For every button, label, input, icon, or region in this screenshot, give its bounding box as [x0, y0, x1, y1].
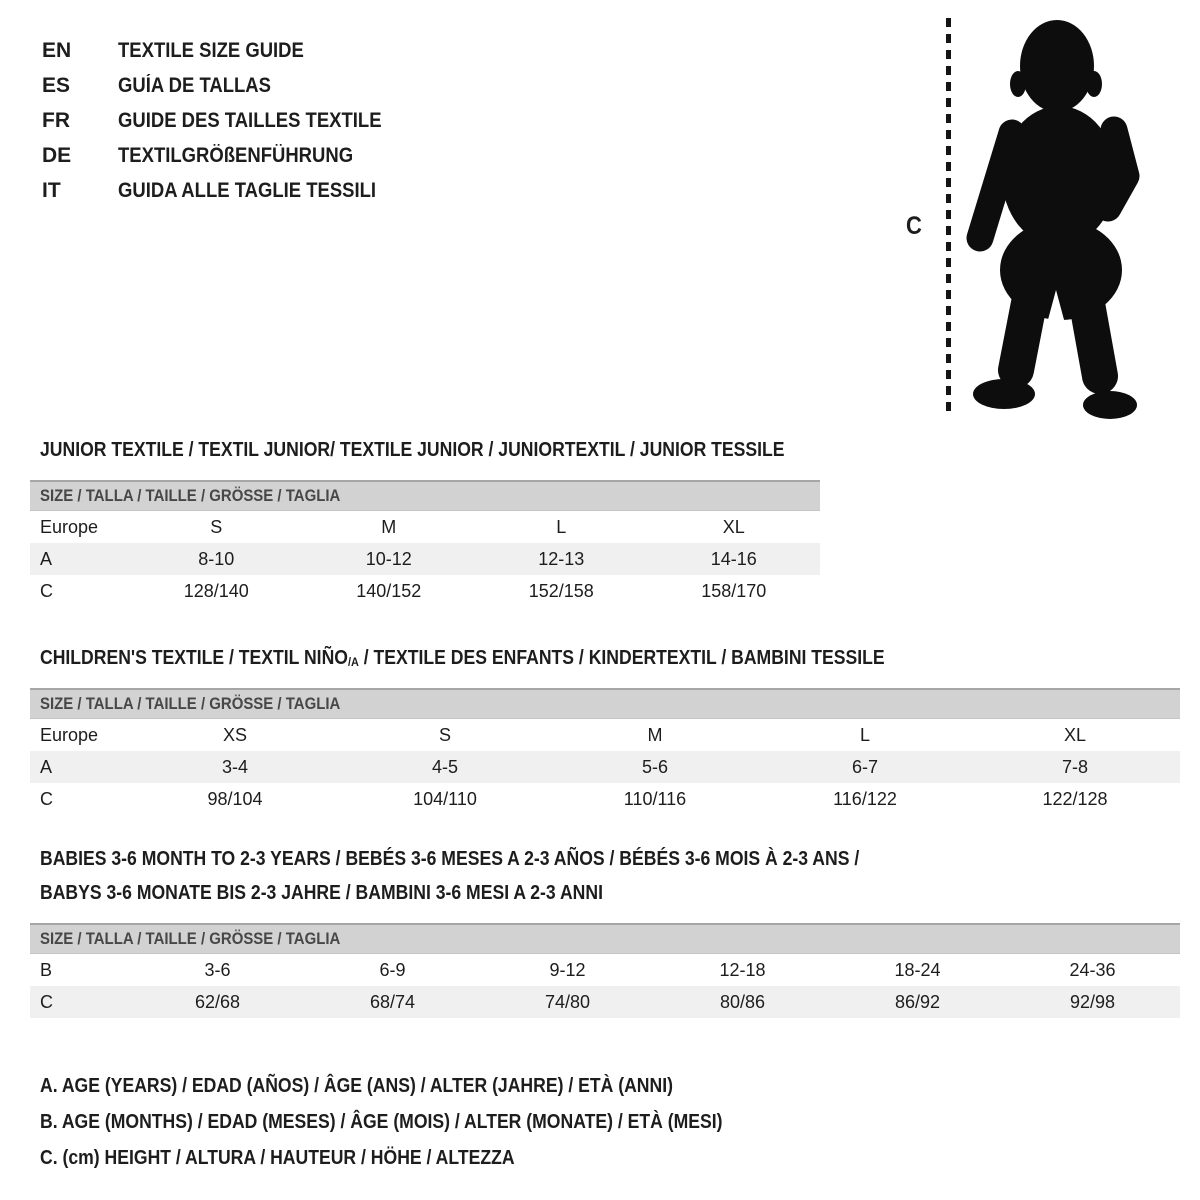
size-cell: 9-12: [549, 959, 586, 980]
toddler-silhouette-image: [958, 18, 1148, 420]
size-cell: 3-6: [204, 959, 231, 980]
table-header-row: [30, 924, 1180, 954]
junior-section-title: JUNIOR TEXTILE / TEXTIL JUNIOR/ TEXTILE JUNIOR / JUNIORTEXTIL / JUNIOR TESSILE: [40, 439, 785, 461]
language-code: FR: [42, 109, 70, 132]
size-cell: 122/128: [1042, 788, 1108, 809]
language-row: [42, 33, 417, 68]
language-title: TEXTILGRÖßENFÜHRUNG: [118, 144, 354, 167]
measurement-legend: [40, 1068, 816, 1176]
babies-size-table: [30, 923, 1180, 1018]
language-row: [42, 173, 417, 208]
size-cell: S: [438, 724, 451, 745]
children-section-title: CHILDREN'S TEXTILE / TEXTIL $NIÑO_{/A}$ / TEXTILE DES ENFANTS / KINDERTEXTIL / BAMBINI TESSILE: [40, 647, 885, 669]
size-cell: L: [859, 724, 870, 745]
language-title: GUÍA DE TALLAS: [118, 74, 271, 97]
size-cell: 116/122: [833, 788, 897, 809]
row-label: C: [30, 986, 130, 1018]
size-cell: XL: [722, 516, 745, 537]
language-row: [42, 103, 417, 138]
size-cell: 158/170: [701, 580, 767, 601]
size-cell: 7-8: [970, 751, 1180, 783]
size-cell: XS: [222, 724, 247, 745]
table-header-row: [30, 481, 820, 511]
row-label: B: [40, 959, 53, 980]
size-cell: 80/86: [655, 986, 830, 1018]
measure-c-label: C: [906, 212, 922, 240]
size-cell: 14-16: [648, 543, 821, 575]
size-cell: 4-5: [340, 751, 550, 783]
table-row-height-cm: [30, 783, 1180, 815]
size-cell: 92/98: [1005, 986, 1180, 1018]
size-cell: 62/68: [130, 986, 305, 1018]
language-code: EN: [42, 39, 72, 62]
legend-age-years: A. AGE (YEARS) / EDAD (AÑOS) / ÂGE (ANS) / ALTER (JAHRE) / ETÀ (ANNI): [40, 1075, 673, 1097]
table-row-age-years: [30, 543, 820, 575]
row-label: A: [30, 543, 130, 575]
nino-a-subscript: /A: [347, 655, 359, 669]
legend-age-months: B. AGE (MONTHS) / EDAD (MESES) / ÂGE (MOIS) / ALTER (MONATE) / ETÀ (MESI): [40, 1111, 723, 1133]
language-code: DE: [42, 144, 72, 167]
size-cell: 140/152: [356, 580, 422, 601]
row-label: C: [40, 788, 53, 809]
children-size-table: [30, 688, 1180, 815]
size-cell: 6-9: [379, 959, 406, 980]
size-cell: L: [556, 516, 567, 537]
table-header-row: [30, 689, 1180, 719]
junior-size-table: [30, 480, 820, 607]
table-row-europe: [30, 719, 1180, 752]
language-title: GUIDE DES TAILLES TEXTILE: [118, 109, 382, 132]
size-cell: 6-7: [760, 751, 970, 783]
legend-height-cm: C. (cm) HEIGHT / ALTURA / HAUTEUR / HÖHE / ALTEZZA: [40, 1147, 515, 1169]
size-header-label: SIZE / TALLA / TAILLE / GRÖSSE / TAGLIA: [40, 929, 341, 948]
babies-section-title-line1: BABIES 3-6 MONTH TO 2-3 YEARS / BEBÉS 3-6 MESES A 2-3 AÑOS / BÉBÉS 3-6 MOIS À 2-3 ANS /: [40, 848, 860, 870]
size-cell: 12-18: [719, 959, 766, 980]
size-cell: 3-4: [130, 751, 340, 783]
size-cell: 98/104: [207, 788, 263, 809]
table-row-height-cm: [30, 575, 820, 607]
row-label: C: [40, 580, 53, 601]
size-cell: 8-10: [130, 543, 303, 575]
babies-section-title-line2: BABYS 3-6 MONATE BIS 2-3 JAHRE / BAMBINI 3-6 MESI A 2-3 ANNI: [40, 882, 603, 904]
row-label: Europe: [40, 516, 99, 537]
size-cell: 5-6: [550, 751, 760, 783]
size-cell: 10-12: [303, 543, 476, 575]
language-title: GUIDA ALLE TAGLIE TESSILI: [118, 179, 377, 202]
size-header-label: SIZE / TALLA / TAILLE / GRÖSSE / TAGLIA: [40, 694, 341, 713]
size-cell: 68/74: [305, 986, 480, 1018]
size-cell: 128/140: [183, 580, 249, 601]
language-row: [42, 138, 417, 173]
language-row: [42, 68, 417, 103]
height-measure-dashed-line: [946, 18, 951, 415]
size-cell: 74/80: [480, 986, 655, 1018]
table-row-height-cm: [30, 986, 1180, 1018]
size-cell: M: [647, 724, 663, 745]
size-cell: 110/116: [623, 788, 687, 809]
language-code: IT: [42, 179, 61, 202]
size-cell: 86/92: [830, 986, 1005, 1018]
row-label: A: [30, 751, 130, 783]
language-code: ES: [42, 74, 71, 97]
language-title-list: [42, 33, 417, 208]
size-cell: M: [381, 516, 397, 537]
row-label: Europe: [40, 724, 99, 745]
table-row-europe: [30, 511, 820, 544]
size-cell: 24-36: [1069, 959, 1116, 980]
table-row-age-years: [30, 751, 1180, 783]
size-cell: 18-24: [894, 959, 941, 980]
size-cell: S: [210, 516, 223, 537]
size-header-label: SIZE / TALLA / TAILLE / GRÖSSE / TAGLIA: [40, 486, 341, 505]
size-cell: 12-13: [475, 543, 648, 575]
size-cell: 104/110: [413, 788, 477, 809]
size-cell: XL: [1063, 724, 1087, 745]
language-title: TEXTILE SIZE GUIDE: [118, 39, 304, 62]
size-cell: 152/158: [528, 580, 594, 601]
table-row-age-months: [30, 954, 1180, 987]
